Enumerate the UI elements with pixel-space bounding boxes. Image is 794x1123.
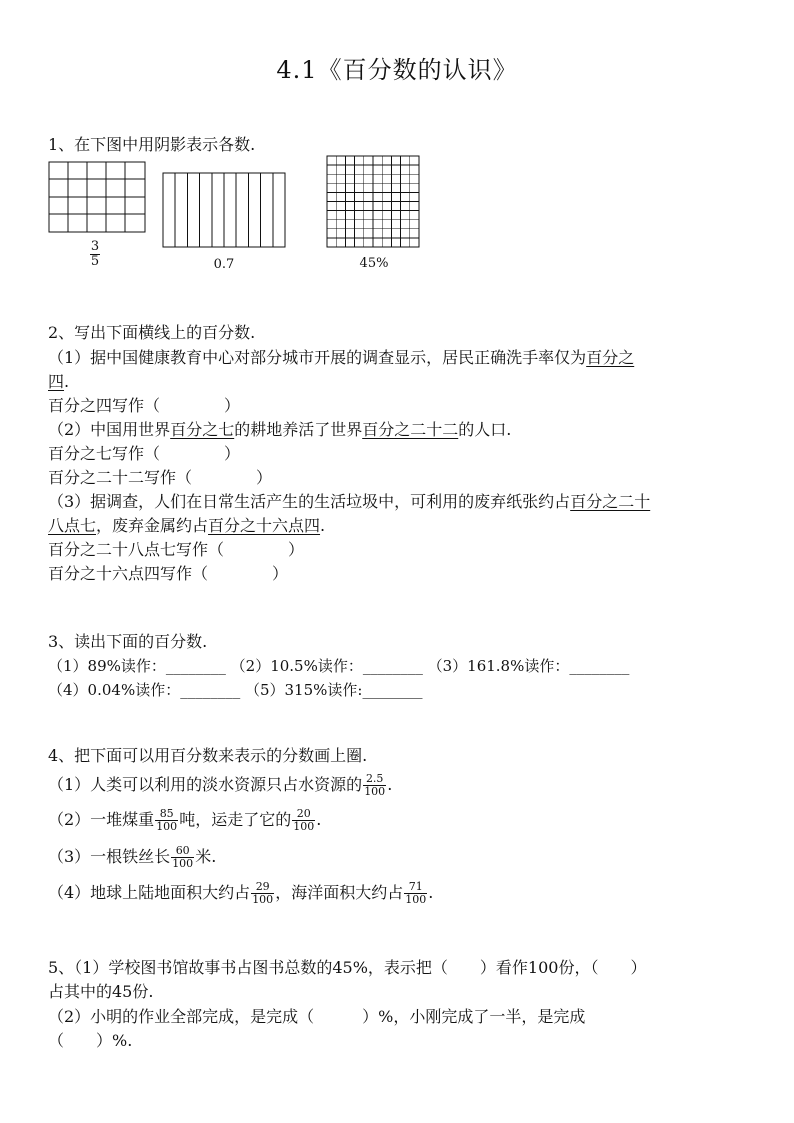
fraction-denominator: 5 [90, 254, 100, 269]
q4-item-1-end: . [387, 775, 393, 794]
q2-heading: 2、写出下面横线上的百分数. [48, 323, 256, 342]
q4-item-2 [48, 803, 321, 837]
q2-p3-underline-1-cont: 八点七 [48, 516, 97, 535]
q4-item-4-text-a: （4）地球上陆地面积大约占 [48, 883, 251, 902]
q5-line-1: 5、（1）学校图书馆故事书占图书总数的45%，表示把（ ）看作100份，（ ） [48, 958, 647, 977]
q2-write-2: 百分之七写作（ ） [48, 444, 241, 463]
q2-p3-text-c: . [320, 516, 326, 535]
q2-write-5: 百分之十六点四写作（ ） [48, 564, 289, 583]
q4-item-2-end: . [316, 810, 322, 829]
fraction-numerator: 60 [171, 845, 194, 858]
q4-item-4-end: . [428, 883, 434, 902]
q3-row-1: （1）89%读作：________ （2）10.5%读作：________ （3）161.8%读作：________ [48, 657, 630, 675]
fraction-label [82, 240, 108, 269]
fraction-denominator: 100 [405, 893, 427, 906]
q4-item-3-text: （3）一根铁丝长 [48, 847, 171, 866]
fraction-numerator: 29 [251, 881, 274, 894]
q5-line-3: （2）小明的作业全部完成，是完成（ ）%，小刚完成了一半，是完成 [48, 1007, 586, 1026]
q4-item-1-text: （1）人类可以利用的淡水资源只占水资源的 [48, 775, 363, 794]
fraction-denominator: 100 [156, 820, 178, 833]
q2-p1-line2 [48, 371, 69, 393]
q4-item-3 [48, 840, 216, 874]
q2-p2-text-b: 的耕地养活了世界 [234, 420, 363, 439]
grid-figure-5x4 [48, 161, 146, 233]
fraction-numerator: 71 [404, 881, 427, 894]
q4-item-2-text-b: 吨，运走了它的 [179, 810, 292, 829]
q2-p1-underline-cont: 四 [48, 372, 65, 391]
q3-heading: 3、读出下面的百分数. [48, 632, 208, 651]
q2-write-1: 百分之四写作（ ） [48, 396, 241, 415]
q4-item-4 [48, 876, 433, 910]
fraction-denominator: 100 [252, 893, 274, 906]
q4-item-4-text-b: ，海洋面积大约占 [275, 883, 404, 902]
page-title: 4.1《百分数的认识》 [276, 56, 518, 84]
hundred-grid-caption: 45% [359, 256, 389, 271]
q4-heading: 4、把下面可以用百分数来表示的分数画上圈. [48, 746, 368, 765]
q2-p1-text: （1）据中国健康教育中心对部分城市开展的调查显示，居民正确洗手率仅为 [48, 348, 587, 367]
fraction-numerator: 2.5 [363, 773, 386, 786]
q4-item-2-text-a: （2）一堆煤重 [48, 810, 155, 829]
q3-row-2: （4）0.04%读作：________ （5）315%读作:________ [48, 681, 423, 699]
q2-p2-underline-2: 百分之二十二 [362, 420, 459, 439]
fraction-denominator: 100 [172, 857, 194, 870]
q2-p1-end: . [64, 372, 70, 391]
strip-caption: 0.7 [213, 257, 235, 272]
fraction-numerator: 3 [90, 239, 100, 254]
q2-p1-line1 [48, 347, 634, 369]
q2-p3-line2 [48, 515, 325, 537]
q2-p2-line [48, 419, 511, 441]
q5-line-2: 占其中的45份. [48, 982, 154, 1001]
hundred-grid-figure [326, 155, 420, 248]
q2-write-3: 百分之二十二写作（ ） [48, 468, 273, 487]
q2-write-4: 百分之二十八点七写作（ ） [48, 540, 305, 559]
q5-line-4: （ ）%. [48, 1031, 133, 1050]
q4-item-3-end: 米. [195, 847, 217, 866]
q2-p3-line1 [48, 491, 650, 513]
fraction-denominator: 100 [364, 785, 386, 798]
q2-p3-underline-1: 百分之二十 [570, 492, 651, 511]
q2-p2-text-c: 的人口. [458, 420, 512, 439]
fraction-numerator: 85 [155, 808, 178, 821]
strip-figure-10 [162, 172, 286, 248]
q4-item-1 [48, 768, 392, 802]
q2-p2-underline-1: 百分之七 [170, 420, 235, 439]
fraction-numerator: 20 [292, 808, 315, 821]
q2-p1-underline: 百分之 [586, 348, 635, 367]
q2-p3-text-a: （3）据调查，人们在日常生活产生的生活垃圾中，可利用的废弃纸张约占 [48, 492, 571, 511]
q2-p3-text-b: ，废弃金属约占 [96, 516, 209, 535]
q1-heading: 1、在下图中用阴影表示各数. [48, 135, 256, 154]
fraction-denominator: 100 [293, 820, 315, 833]
q2-p2-text-a: （2）中国用世界 [48, 420, 171, 439]
q2-p3-underline-2: 百分之十六点四 [208, 516, 321, 535]
